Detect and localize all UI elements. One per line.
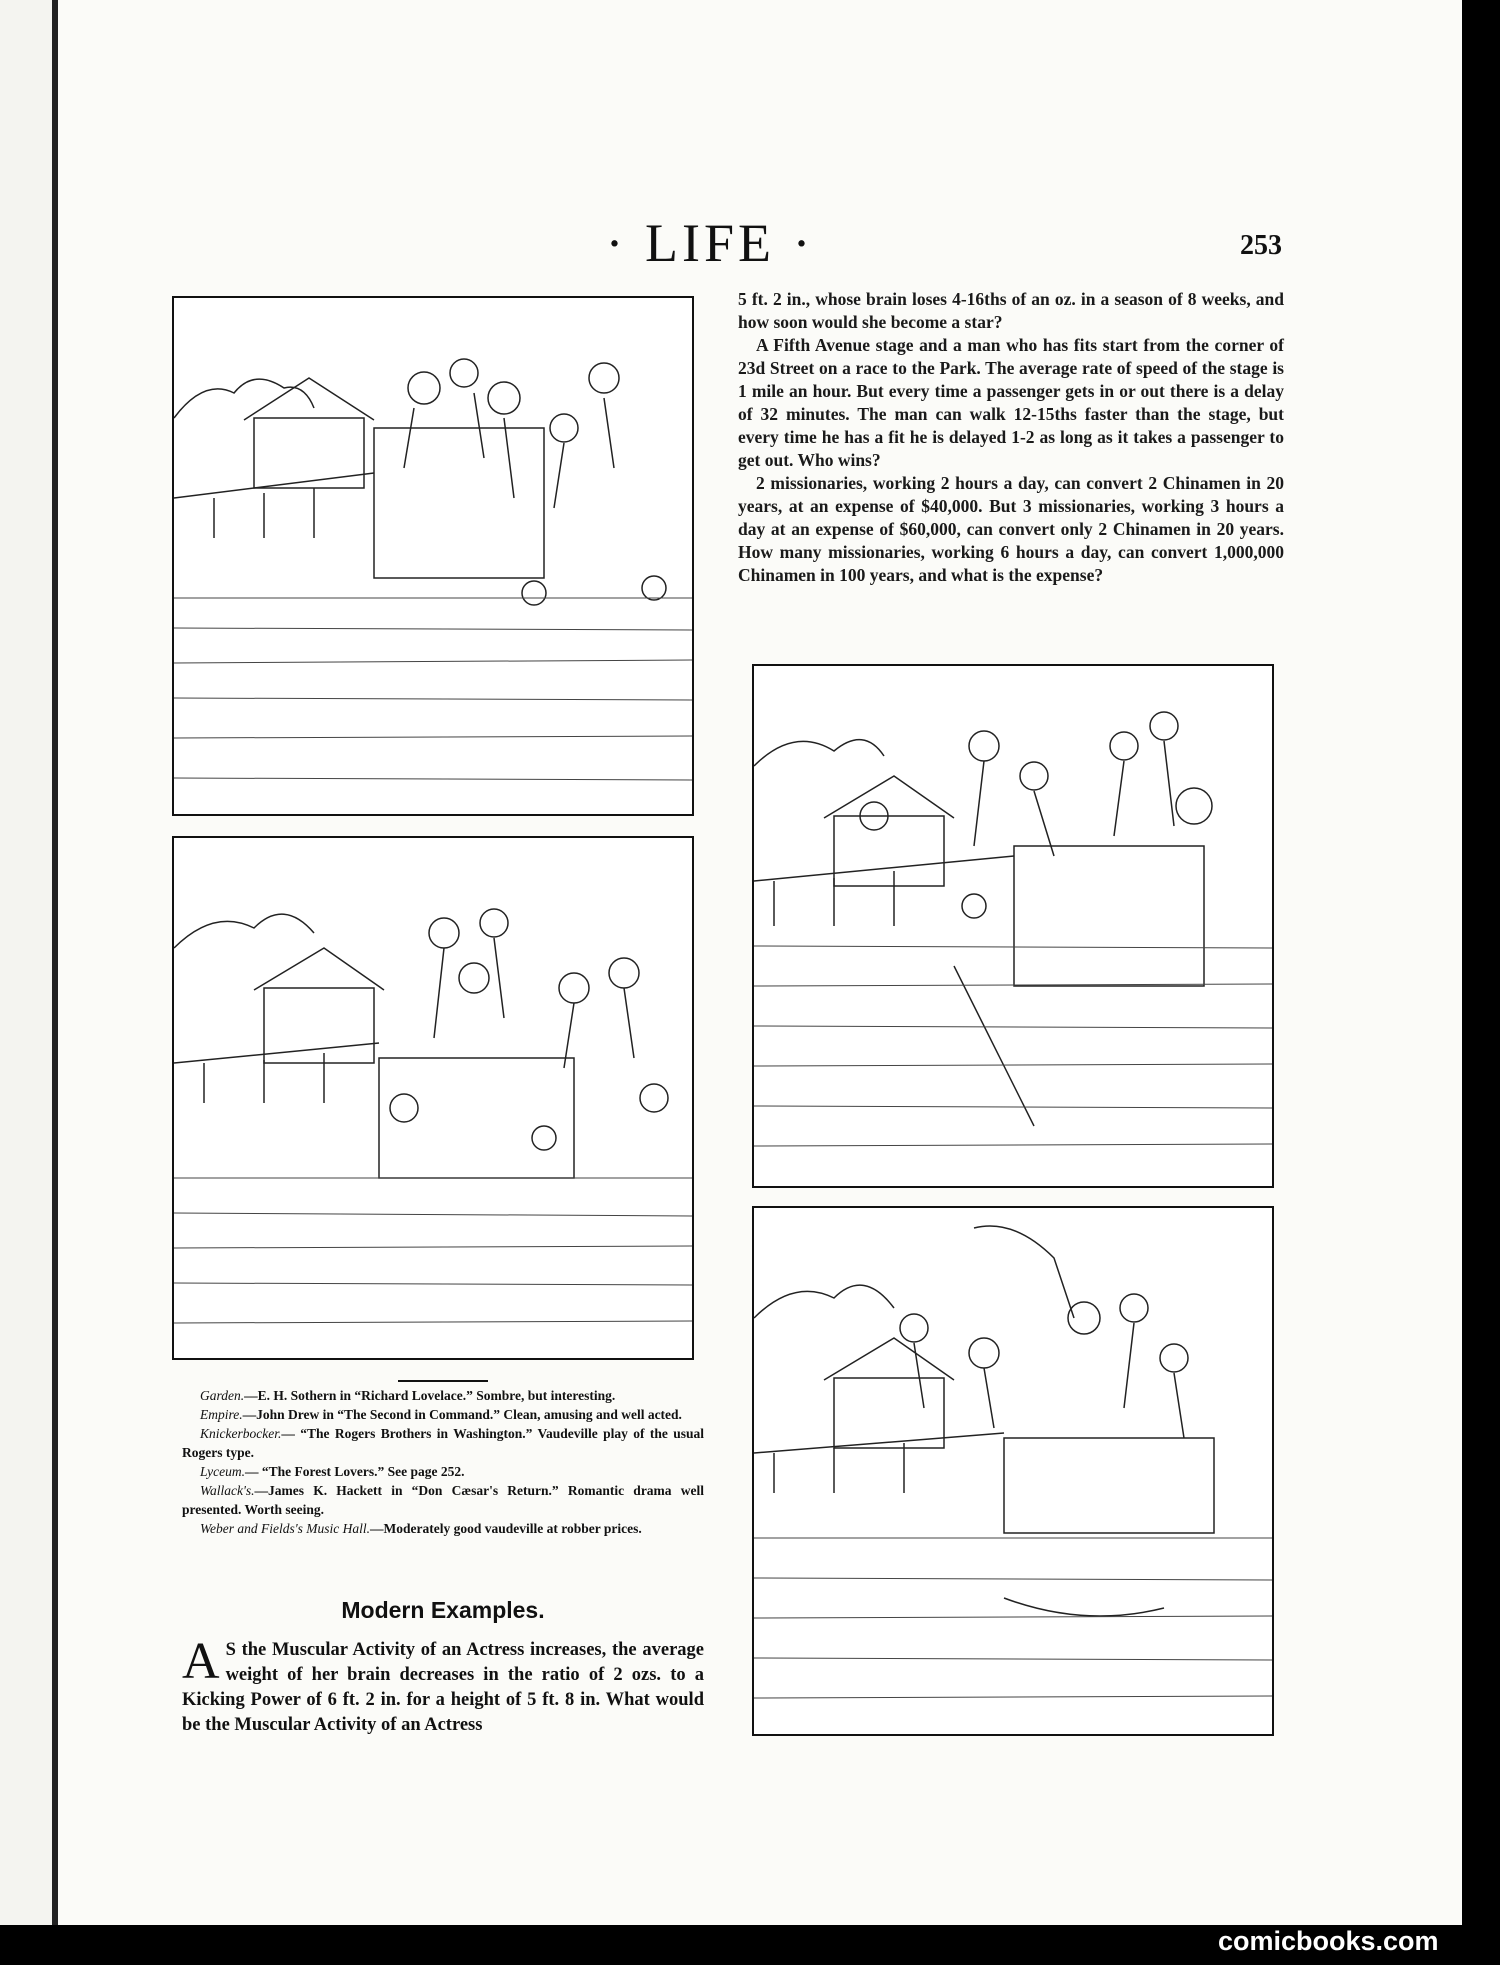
listing-item [182, 1481, 704, 1519]
article-heading: Modern Examples. [341, 1597, 545, 1623]
listing-text: —Moderately good vaudeville at robber prices. [370, 1521, 642, 1536]
boathouse-illustration-4 [754, 1208, 1272, 1734]
listing-text: — “The Rogers Brothers in Washington.” Vaudeville play of the usual Rogers type. [182, 1426, 704, 1460]
article-body [182, 1633, 704, 1738]
watermark: comicbooks.com [1218, 1926, 1439, 1956]
listing-item [182, 1405, 704, 1424]
left-page-edge [0, 0, 52, 1925]
listing-text: —E. H. Sothern in “Richard Lovelace.” Sombre, but interesting. [244, 1388, 616, 1403]
listing-item [182, 1386, 704, 1405]
puzzle-paragraph-2: A Fifth Avenue stage and a man who has fits start from the corner of 23d Street on a race to the Park. The average rate of speed of the stage is 1 mile an hour. But every time a passenger gets in or out there is a delay of 32 minutes. The man can walk 12-15ths faster than the stage, but every time he has a fit he is delayed 1-2 as long as it takes a passenger to get out. Who wins? [738, 335, 1284, 470]
page-number: 253 [1240, 230, 1282, 261]
puzzle-paragraph-3: 2 missionaries, working 2 hours a day, can convert 2 Chinamen in 20 years, at an expense of $40,000. But 3 missionaries, working 3 hours a day at an expense of $60,000, can convert only 2 Chinamen in 20 years. How many missionaries, working 6 hours a day, can convert 1,000,000 Chinamen in 100 years, and what is the expense? [738, 473, 1284, 585]
listing-text: — “The Forest Lovers.” See page 252. [244, 1464, 465, 1479]
boathouse-illustration-3 [754, 666, 1272, 1186]
boathouse-illustration-1 [174, 298, 692, 814]
listing-text: —James K. Hackett in “Don Cæsar's Return.” Romantic drama well presented. Worth seeing. [182, 1483, 704, 1517]
illustration-panel-4 [752, 1206, 1274, 1736]
puzzle-text-column [738, 288, 1284, 587]
illustration-panel-3 [752, 664, 1274, 1188]
listing-venue: Empire. [200, 1407, 243, 1422]
listing-item [182, 1519, 704, 1538]
listing-venue: Lyceum. [200, 1464, 245, 1479]
listing-venue: Weber and Fields's Music Hall. [200, 1521, 370, 1536]
listing-venue: Wallack's. [200, 1483, 255, 1498]
puzzle-paragraph-1: 5 ft. 2 in., whose brain loses 4-16ths of an oz. in a season of 8 weeks, and how soon would she become a star? [738, 289, 1284, 332]
illustration-panel-2 [172, 836, 694, 1360]
listing-text: —John Drew in “The Second in Command.” Clean, amusing and well acted. [242, 1407, 682, 1422]
masthead: · LIFE · [605, 213, 815, 273]
listing-item [182, 1462, 704, 1481]
theatre-listings [182, 1380, 704, 1538]
illustration-panel-1 [172, 296, 694, 816]
boathouse-illustration-2 [174, 838, 692, 1358]
article-text: S the Muscular Activity of an Actress increases, the average weight of her brain decreases in the ratio of 2 ozs. to a Kicking Power of 6 ft. 2 in. for a height of 5 ft. 8 in. What would be the Muscular Activity of an Actress [182, 1640, 704, 1735]
listing-item [182, 1424, 704, 1462]
listing-venue: Garden. [200, 1388, 245, 1403]
listing-venue: Knickerbocker. [200, 1426, 282, 1441]
section-rule [398, 1380, 488, 1382]
drop-cap: A [182, 1633, 220, 1690]
